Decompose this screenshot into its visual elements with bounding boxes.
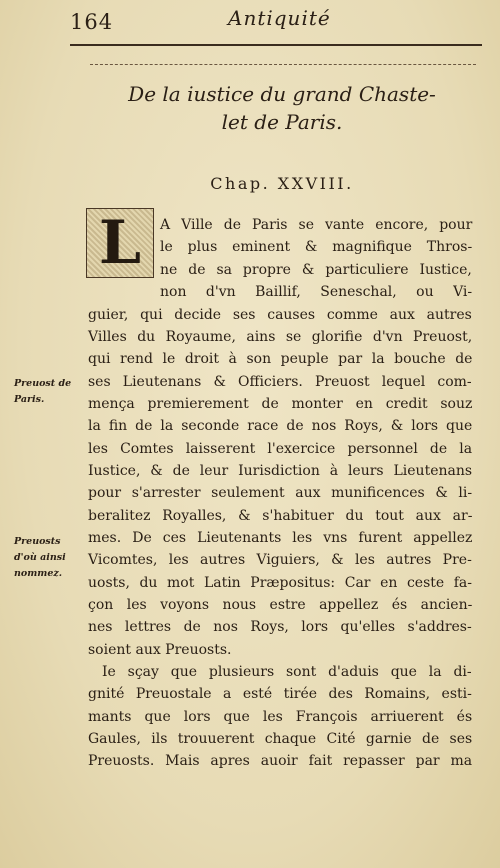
header-rule (70, 44, 482, 46)
margin-note-line: Preuosts (14, 536, 61, 547)
margin-note-line: Preuost de (14, 378, 72, 389)
body-line: qui rend le droit à son peuple par la bouche de (88, 351, 473, 367)
body-line: mença premierement de monter en credit souz (88, 396, 473, 412)
body-line: Preuosts. Mais apres auoir fait repasser par ma (88, 753, 473, 769)
body-line: beralitez Royalles, & s'habituer du tout aux ar- (88, 508, 473, 524)
body-line: Ie sçay que plusieurs sont d'aduis que la di- (102, 664, 472, 680)
running-head: Antiquité (228, 6, 331, 30)
body-line: nes lettres de nos Roys, lors qu'elles s'addres- (88, 619, 472, 635)
body-line: les Comtes laisserent l'exercice personnel de la (88, 441, 473, 457)
body-line: çon les voyons nous estre appellez és ancien- (88, 597, 473, 613)
body-line: la fin de la seconde race de nos Roys, & lors que (88, 418, 473, 434)
chapter-heading: Chap. XXVIII. (210, 174, 354, 193)
body-line: mes. De ces Lieutenants les vns furent appellez (88, 530, 473, 546)
section-title-line-2: let de Paris. (221, 110, 343, 134)
body-line: le plus eminent & magnifique Thros- (160, 239, 473, 255)
ornamental-rule (90, 64, 476, 65)
page-number: 164 (70, 10, 114, 34)
section-title-line-1: De la iustice du grand Chaste- (128, 82, 436, 106)
body-line: Villes du Royaume, ains se glorifie d'vn Preuost, (88, 329, 473, 345)
decorated-initial (86, 208, 154, 278)
section-title (80, 80, 484, 136)
margin-note-line: nommez. (14, 568, 63, 579)
body-line: A Ville de Paris se vante encore, pour (160, 217, 473, 233)
body-line: pour s'arrester seulement aux munificences & li- (88, 485, 473, 501)
body-line: Gaules, ils trouuerent chaque Cité garnie de ses (88, 731, 473, 747)
margin-note-preuosts (14, 534, 66, 582)
body-line: uosts, du mot Latin Præpositus: Car en ceste fa- (88, 575, 473, 591)
body-line: mants que lors que les François arriuerent és (88, 709, 473, 725)
margin-note-preuost (14, 376, 71, 408)
body-line: Vicomtes, les autres Viguiers, & les autres Pre- (88, 552, 472, 568)
body-line: Iustice, & de leur Iurisdiction à leurs Lieutenans (88, 463, 473, 479)
margin-note-line: Paris. (14, 394, 45, 405)
body-line: gnité Preuostale a esté tirée des Romains, esti- (88, 686, 472, 702)
body-line: ne de sa propre & particuliere Iustice, (160, 262, 472, 278)
body-line: guier, qui decide ses causes comme aux autres (88, 307, 472, 323)
body-line: ses Lieutenans & Officiers. Preuost lequel com- (88, 374, 472, 390)
body-line: soient aux Preuosts. (88, 642, 232, 658)
initial-letter: L (98, 208, 142, 278)
margin-note-line: d'où ainsi (14, 552, 66, 563)
body-line: non d'vn Baillif, Seneschal, ou Vi- (160, 284, 473, 300)
